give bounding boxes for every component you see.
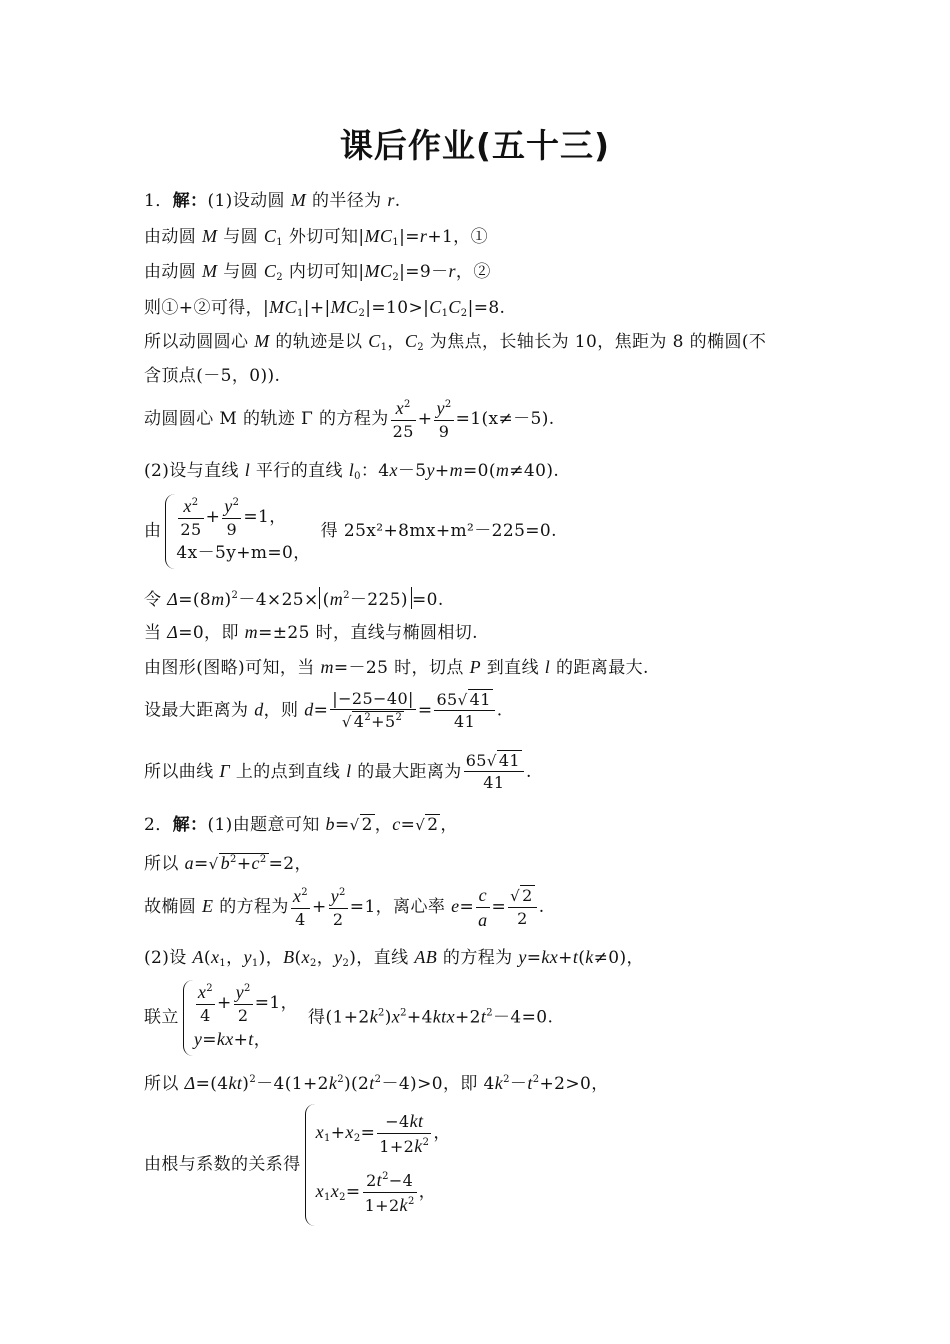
fraction-c-a: $\frac{c}{a}$ [478, 885, 488, 930]
p1-line-4: 则①+②可得，$|MC_1|+|MC_2|=10>|C_1C_2|=8$. [144, 297, 506, 319]
fraction-eccentricity: $\frac{√ 2}{2}$ [508, 887, 537, 928]
system-2-row-2: y=kx+t， [193, 1029, 272, 1051]
p1-line-13: 设最大距离为 d，则 d= $\frac{|-25-40|}{√ 4^2+5^2}$ = $\frac{65√ 41}{41}$ . [144, 689, 503, 732]
fraction-max-distance: $\frac{65√ 41}{41}$ [464, 752, 524, 793]
p1-line-7: 动圆圆心 M 的轨迹 Γ 的方程为 $\frac{x^2}{25}$ + $\frac{y^2}{9}$ =1(x≠－5). [144, 398, 555, 441]
p1-line-1: 1．解：(1)设动圆 M 的半径为 r. [144, 190, 401, 211]
fraction-distance-result: $\frac{65√ 41}{41}$ [434, 691, 494, 732]
p1-line-8: (2)设与直线 l 平行的直线 $l_0$：4x－5y+m=0(m≠40). [144, 460, 560, 482]
p1-line-10: 令 $\Delta=(8m)^2-4\times 25\times (m^2-225) =0$. [144, 589, 444, 610]
p2-line-6: 所以 $\Delta=(4kt)^2-4(1+2k^2)(2t^2-4)>0$，即 $4k^2-t^2+2>0$， [144, 1073, 609, 1094]
p2-line-1: 2．解：(1)由题意可知 b=√ 2 ，c=√ 2 ， [144, 814, 458, 835]
system-1-row-2: 4x－5y+m=0， [176, 543, 311, 564]
p2-l7-prefix: 由根与系数的关系得 [144, 1154, 301, 1175]
p2-number: 2． [144, 815, 173, 835]
fraction-x2-25: $\frac{x^2}{25}$ [392, 398, 414, 441]
p1-line-5: 所以动圆圆心 M 的轨迹是以 $C_1$，$C_2$ 为焦点，长轴长为 10，焦距为 8 的椭圆(不 [144, 331, 767, 353]
p1-line-9 [144, 494, 557, 569]
p1-l7-prefix: 动圆圆心 M 的轨迹 Γ 的方程为 [144, 409, 389, 430]
p1-number: 1． [144, 191, 173, 211]
p2-line-7 [144, 1104, 461, 1226]
p2-line-4: (2)设 $A(x_1$，$y_1$)，$B(x_2$，$y_2$)，直线 AB 的方程为 y=kx+t(k≠0)， [144, 947, 644, 969]
p1-solution-label: 解： [172, 191, 208, 211]
p2-line-2: 所以 a=√ $b^2+c^2 =2$， [144, 853, 312, 874]
p1-line-14: 所以曲线 Γ 上的点到直线 l 的最大距离为 $\frac{65√ 41}{41}$ . [144, 751, 532, 793]
p1-l9-suffix: 得 25x²+8mx+m²－225=0. [320, 521, 557, 542]
p1-l14-prefix: 所以曲线 Γ 上的点到直线 l 的最大距离为 [144, 760, 462, 782]
p1-line-12: 由图形(图略)可知，当 m=－25 时，切点 P 到直线 l 的距离最大. [144, 657, 649, 678]
p1-line-6: 含顶点(－5，0)). [144, 366, 281, 386]
p1-line-11: 当 Δ=0，即 m=±25 时，直线与椭圆相切. [144, 622, 478, 643]
p2-line-5: 联立 $\frac{x^2}{4}$ + $\frac{y^2}{2}$ =1， y=kx+t， 得$(1+2k^2)x^2+4ktx+2t^2-4=0$. [144, 980, 553, 1056]
p1-l9-prefix: 由 [144, 521, 162, 542]
fraction-y2-9: $\frac{y^2}{9}$ [436, 398, 452, 441]
p2-line-3: 故椭圆 E 的方程为 $\frac{x^2}{4}$ + $\frac{y^2}{2}$ =1，离心率 e= $\frac{c}{a}$ = $\frac{√ 2}{2}$ . [144, 885, 545, 930]
fraction-y2-2: $\frac{y^2}{2}$ [330, 886, 346, 929]
p2-l5-prefix: 联立 [144, 1007, 179, 1028]
equation-system-2: $\frac{x^2}{4}$ + $\frac{y^2}{2}$ =1， y=kx+t， [183, 980, 298, 1056]
fraction-x2-4: $\frac{x^2}{4}$ [292, 886, 308, 929]
equation-system-3: $x_1+x_2=$ $\frac{-4kt}{1+2k^2}$ ， $x_1x_2=$ $\frac{2t^2-4}{1+2k^2}$ ， [305, 1104, 451, 1226]
equation-system-1: $\frac{x^2}{25}$ + $\frac{y^2}{9}$ =1， 4x－5y+m=0， [165, 494, 310, 569]
p2-solution-label: 解： [172, 815, 208, 835]
fraction-distance: $\frac{|-25-40|}{√ 4^2+5^2}$ [332, 689, 414, 732]
p1-l7-suffix: =1(x≠－5). [455, 409, 555, 430]
page-title: 课后作业(五十三) [339, 126, 611, 165]
p1-line-3: 由动圆 M 与圆 $C_2$ 内切可知$|MC_2|=9-r$，② [144, 261, 491, 283]
p1-line-2: 由动圆 M 与圆 $C_1$ 外切可知$|MC_1|=r+1$，① [144, 226, 488, 248]
